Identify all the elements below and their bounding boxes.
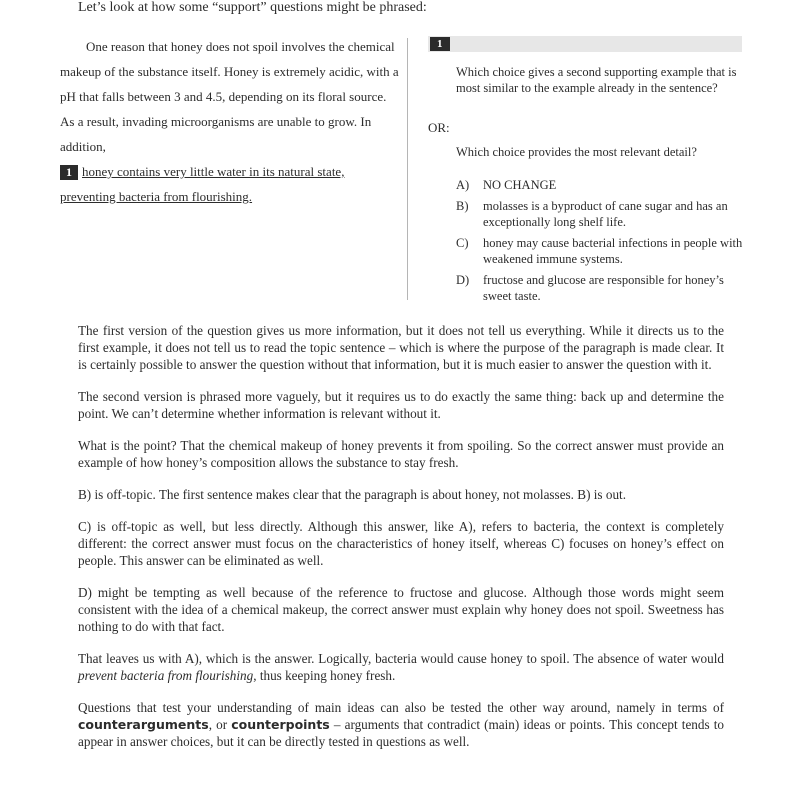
paragraph-4: B) is off-topic. The first sentence makes clear that the paragraph is about honey, not molasses. B) is out.	[78, 487, 626, 502]
choice-text: NO CHANGE	[483, 178, 557, 192]
bold-term-counterarguments: counterarguments	[78, 717, 209, 732]
or-label: OR:	[428, 120, 450, 135]
intro-text: Let’s look at how some “support” questions might be phrased:	[78, 0, 427, 15]
choice-c	[456, 235, 746, 267]
bold-term-counterpoints: counterpoints	[231, 717, 330, 732]
question-number-marker: 1	[60, 165, 78, 180]
choice-text: honey may cause bacterial infections in people with weakened immune systems.	[483, 236, 743, 266]
choice-letter: D)	[456, 273, 470, 287]
answer-choices	[456, 177, 746, 309]
paragraph-5: C) is off-topic as well, but less directly. Although this answer, like A), refers to bacteria, the context is completely different: the correct answer must focus on the characteristics of honey itself, whereas C) focuses on honey’s effect on people. This answer can be eliminated as well.	[78, 519, 724, 568]
paragraph-2: The second version is phrased more vaguely, but it requires us to do exactly the same thing: back up and determine the point. We can’t determine whether information is relevant without it.	[78, 389, 724, 421]
choice-letter: B)	[456, 199, 469, 213]
choice-d	[456, 272, 746, 304]
choice-letter: C)	[456, 236, 469, 250]
choice-b	[456, 198, 746, 230]
passage-text: One reason that honey does not spoil involves the chemical makeup of the substance itself. Honey is extremely acidic, with a pH that falls between 3 and 4.5, depending on its floral source. As a result, invading microorganisms are unable to grow. In addition,	[60, 39, 399, 154]
paragraph-3: What is the point? That the chemical makeup of honey prevents it from spoiling. So the correct answer must provide an example of how honey’s composition allows the substance to stay fresh.	[78, 438, 724, 470]
passage	[60, 34, 400, 209]
underlined-portion: honey contains very little water in its natural state, preventing bacteria from flourishing.	[60, 164, 345, 204]
explanation-body	[78, 322, 724, 765]
choice-a	[456, 177, 746, 193]
choice-text: fructose and glucose are responsible for honey’s sweet taste.	[483, 273, 724, 303]
question-number-badge: 1	[430, 37, 450, 51]
question-version-1: Which choice gives a second supporting example that is most similar to the example already in the sentence?	[456, 65, 737, 95]
paragraph-7: That leaves us with A), which is the answer. Logically, bacteria would cause honey to spoil. The absence of water would prevent bacteria from flourishing, thus keeping honey fresh.	[78, 651, 724, 683]
emphasized-phrase: prevent bacteria from flourishing	[78, 668, 254, 683]
column-divider	[407, 38, 408, 300]
question-header	[428, 36, 742, 52]
paragraph-6: D) might be tempting as well because of the reference to fructose and glucose. Although those words might seem consistent with the idea of a chemical makeup, the correct answer must explain why honey does not spoil. Sweetness has nothing to do with that fact.	[78, 585, 724, 634]
choice-letter: A)	[456, 178, 470, 192]
question-version-2: Which choice provides the most relevant detail?	[456, 145, 697, 159]
paragraph-1: The first version of the question gives us more information, but it does not tell us everything. While it directs us to the first example, it does not tell us to read the topic sentence – which is where the purpose of the paragraph is made clear. It is certainly possible to answer the question without that information, but it is much easier to answer the question with it.	[78, 323, 724, 372]
choice-text: molasses is a byproduct of cane sugar and has an exceptionally long shelf life.	[483, 199, 728, 229]
paragraph-8: Questions that test your understanding of main ideas can also be tested the other way around, namely in terms of counterarguments, or counterpoints – arguments that contradict (main) ideas or points. This concept tends to appear in answer choices, but it can be directly tested in questions as well.	[78, 700, 724, 749]
